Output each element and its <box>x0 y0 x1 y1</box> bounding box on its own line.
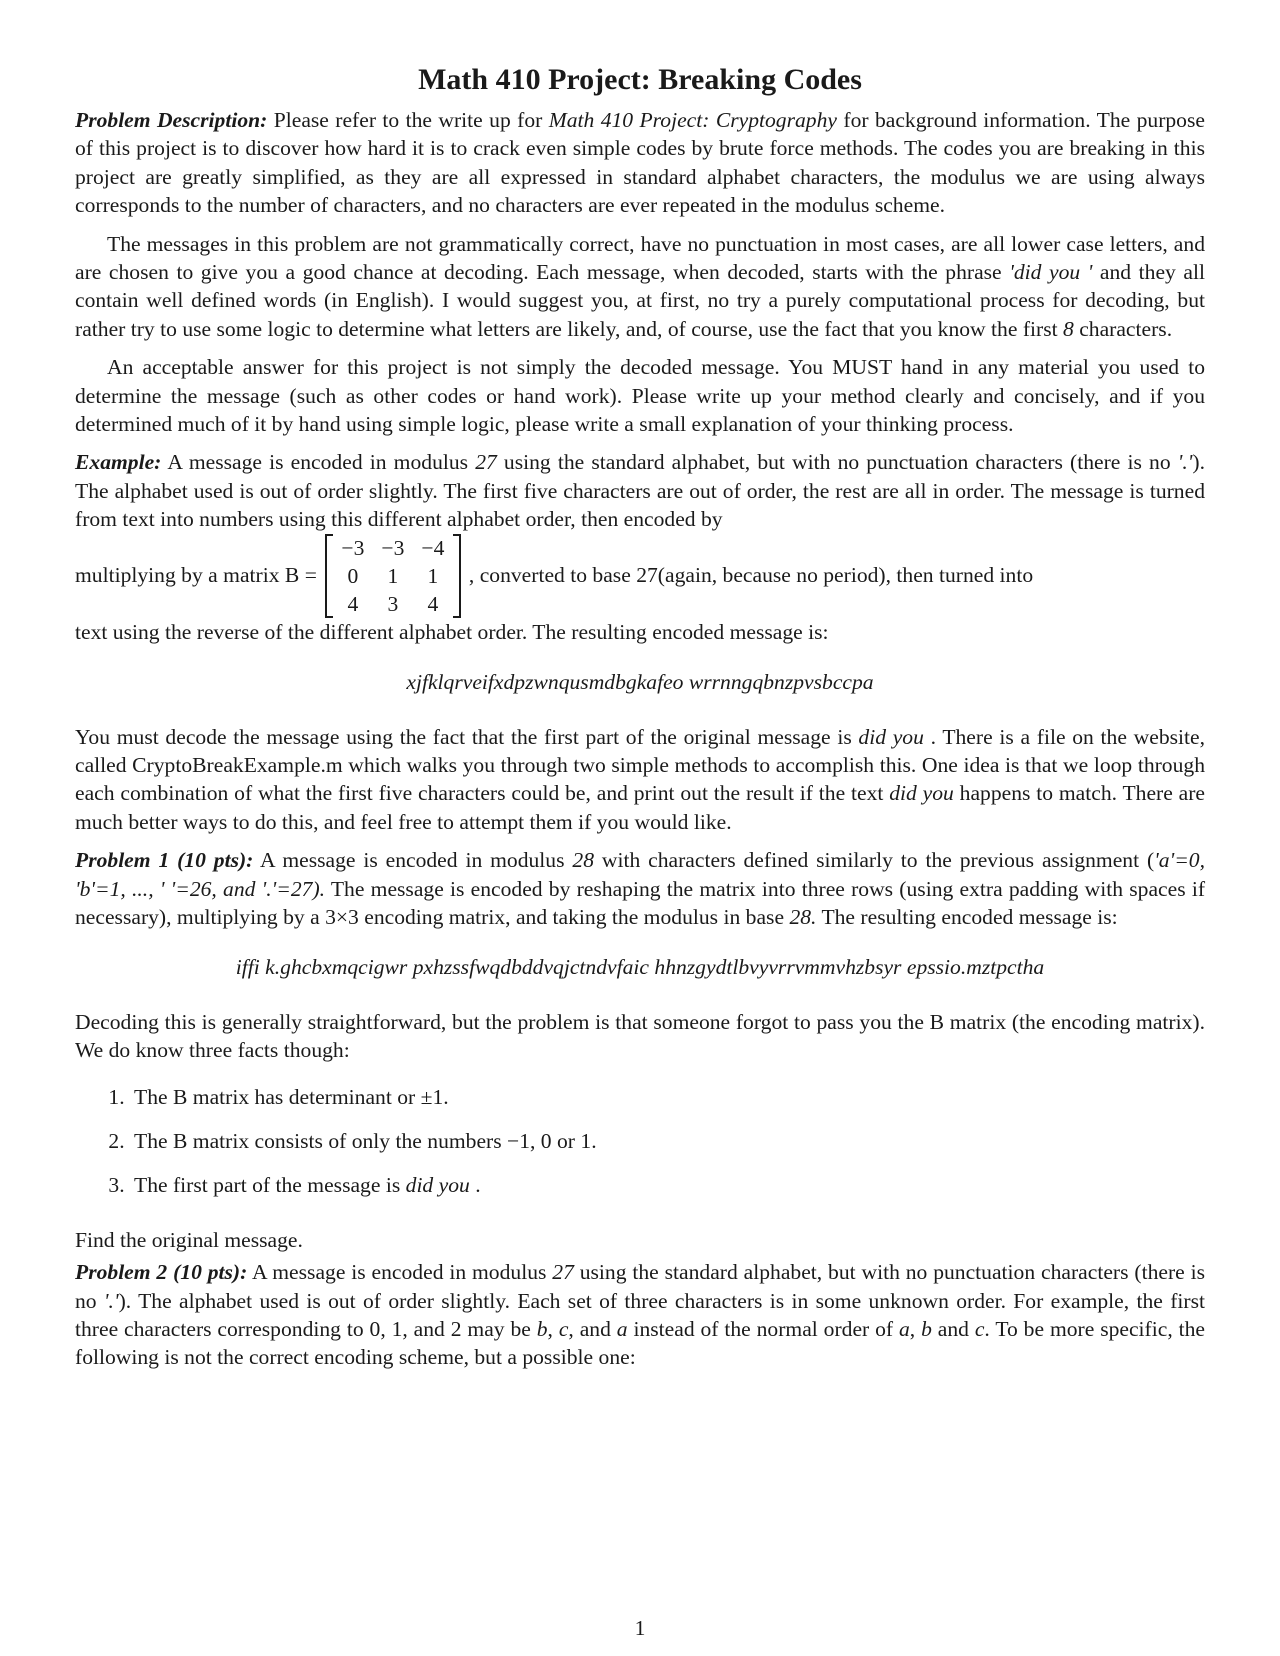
list-item: 1. The B matrix has determinant or ±1. <box>130 1083 1205 1111</box>
facts-list <box>75 1083 1205 1200</box>
page-title: Math 410 Project: Breaking Codes <box>418 63 862 96</box>
example-ciphertext: xjfklqrveifxdpzwnqusmdbgkafeo wrrnngqbnzpvsbccpa <box>406 670 874 695</box>
matrix-equation-line: multiplying by a matrix B = −3 −3 −4 0 1 1 4 3 4 , converted to base 27(again, because no period), then turned into <box>75 535 1034 616</box>
problem-2-lead: Problem 2 (10 pts): <box>75 1260 248 1285</box>
find-message-line: Find the original message. <box>75 1227 303 1252</box>
problem-1-paragraph: Problem 1 (10 pts): A message is encoded in modulus 28 with characters defined similarly to the previous assignment ('a'=0, 'b'=1, ..., ' '=26, and '.'=27). The message is encoded by reshaping the matrix into three rows (using extra padding with spaces if necessary), multiplying by a 3×3 encoding matrix, and taking the modulus in base 28. The resulting encoded message is: <box>75 848 1206 929</box>
example-paragraph: Example: A message is encoded in modulus 27 using the standard alphabet, but with no punctuation characters (there is no '.'). The alphabet used is out of order slightly. The first five characters are out of order, the rest are all in order. The message is turned from text into numbers using this different alphabet order, then encoded by <box>75 450 1205 532</box>
problem-1-ciphertext: iffi k.ghcbxmqcigwr pxhzssfwqdbddvqjctndvfaic hhnzgydtlbvyvrrvmmvhzbsyr epssio.mztpctha <box>235 955 1045 980</box>
matrix-b: −3 −3 −4 0 1 1 4 3 4 <box>325 534 461 618</box>
example-continuation: text using the reverse of the different alphabet order. The resulting encoded message is: <box>75 619 829 644</box>
example-lead: Example: <box>75 450 162 475</box>
page-number: 1 <box>634 1616 646 1640</box>
problem-1-lead: Problem 1 (10 pts): <box>75 848 254 873</box>
messages-paragraph: The messages in this problem are not grammatically correct, have no punctuation in most cases, are all lower case letters, and are chosen to give you a good chance at decoding. Each message, when decoded, starts with the phrase 'did you ' and they all contain well defined words (in English). I would suggest you, at first, no try a purely computational process for decoding, but rather try to use some logic to determine what letters are likely, and, of course, use the fact that you know the first 8 characters. <box>75 231 1205 341</box>
problem-description-paragraph: Problem Description: Please refer to the write up for Math 410 Project: Cryptography for background information. The purpose of this project is to discover how hard it is to crack even simple codes by brute force methods. The codes you are breaking in this project are greatly simplified, as they are all expressed in standard alphabet characters, the modulus we are using always corresponds to the number of characters, and no characters are ever repeated in the modulus scheme. <box>75 108 1205 218</box>
list-item: 3. The first part of the message is did you . <box>130 1171 1205 1199</box>
decode-instructions-paragraph: You must decode the message using the fact that the first part of the original message is did you . There is a file on the website, called CryptoBreakExample.m which walks you through two simple methods to accomplish this. One idea is that we loop through each combination of what the first five characters could be, and print out the result if the text did you happens to match. There are much better ways to do this, and feel free to attempt them if you would like. <box>75 724 1205 834</box>
reference-title: Math 410 Project: Cryptography <box>548 108 837 132</box>
problem-description-lead: Problem Description: <box>75 108 268 132</box>
problem-1-decoding-paragraph: Decoding this is generally straightforward, but the problem is that someone forgot to pass you the B matrix (the encoding matrix). We do know three facts though: <box>75 1009 1205 1063</box>
document-page <box>75 62 1205 1382</box>
problem-2-paragraph: Problem 2 (10 pts): A message is encoded in modulus 27 using the standard alphabet, but with no punctuation characters (there is no '.'). The alphabet used is out of order slightly. Each set of three characters is in some unknown order. For example, the first three characters corresponding to 0, 1, and 2 may be b, c, and a instead of the normal order of a, b and c. To be more specific, the following is not the correct encoding scheme, but a possible one: <box>75 1260 1205 1370</box>
list-item: 2. The B matrix consists of only the numbers −1, 0 or 1. <box>130 1127 1205 1155</box>
answer-requirements-paragraph: An acceptable answer for this project is not simply the decoded message. You MUST hand in any material you used to determine the message (such as other codes or hand work). Please write up your method clearly and concisely, and if you determined much of it by hand using simple logic, please write a small explanation of your thinking process. <box>75 355 1205 437</box>
